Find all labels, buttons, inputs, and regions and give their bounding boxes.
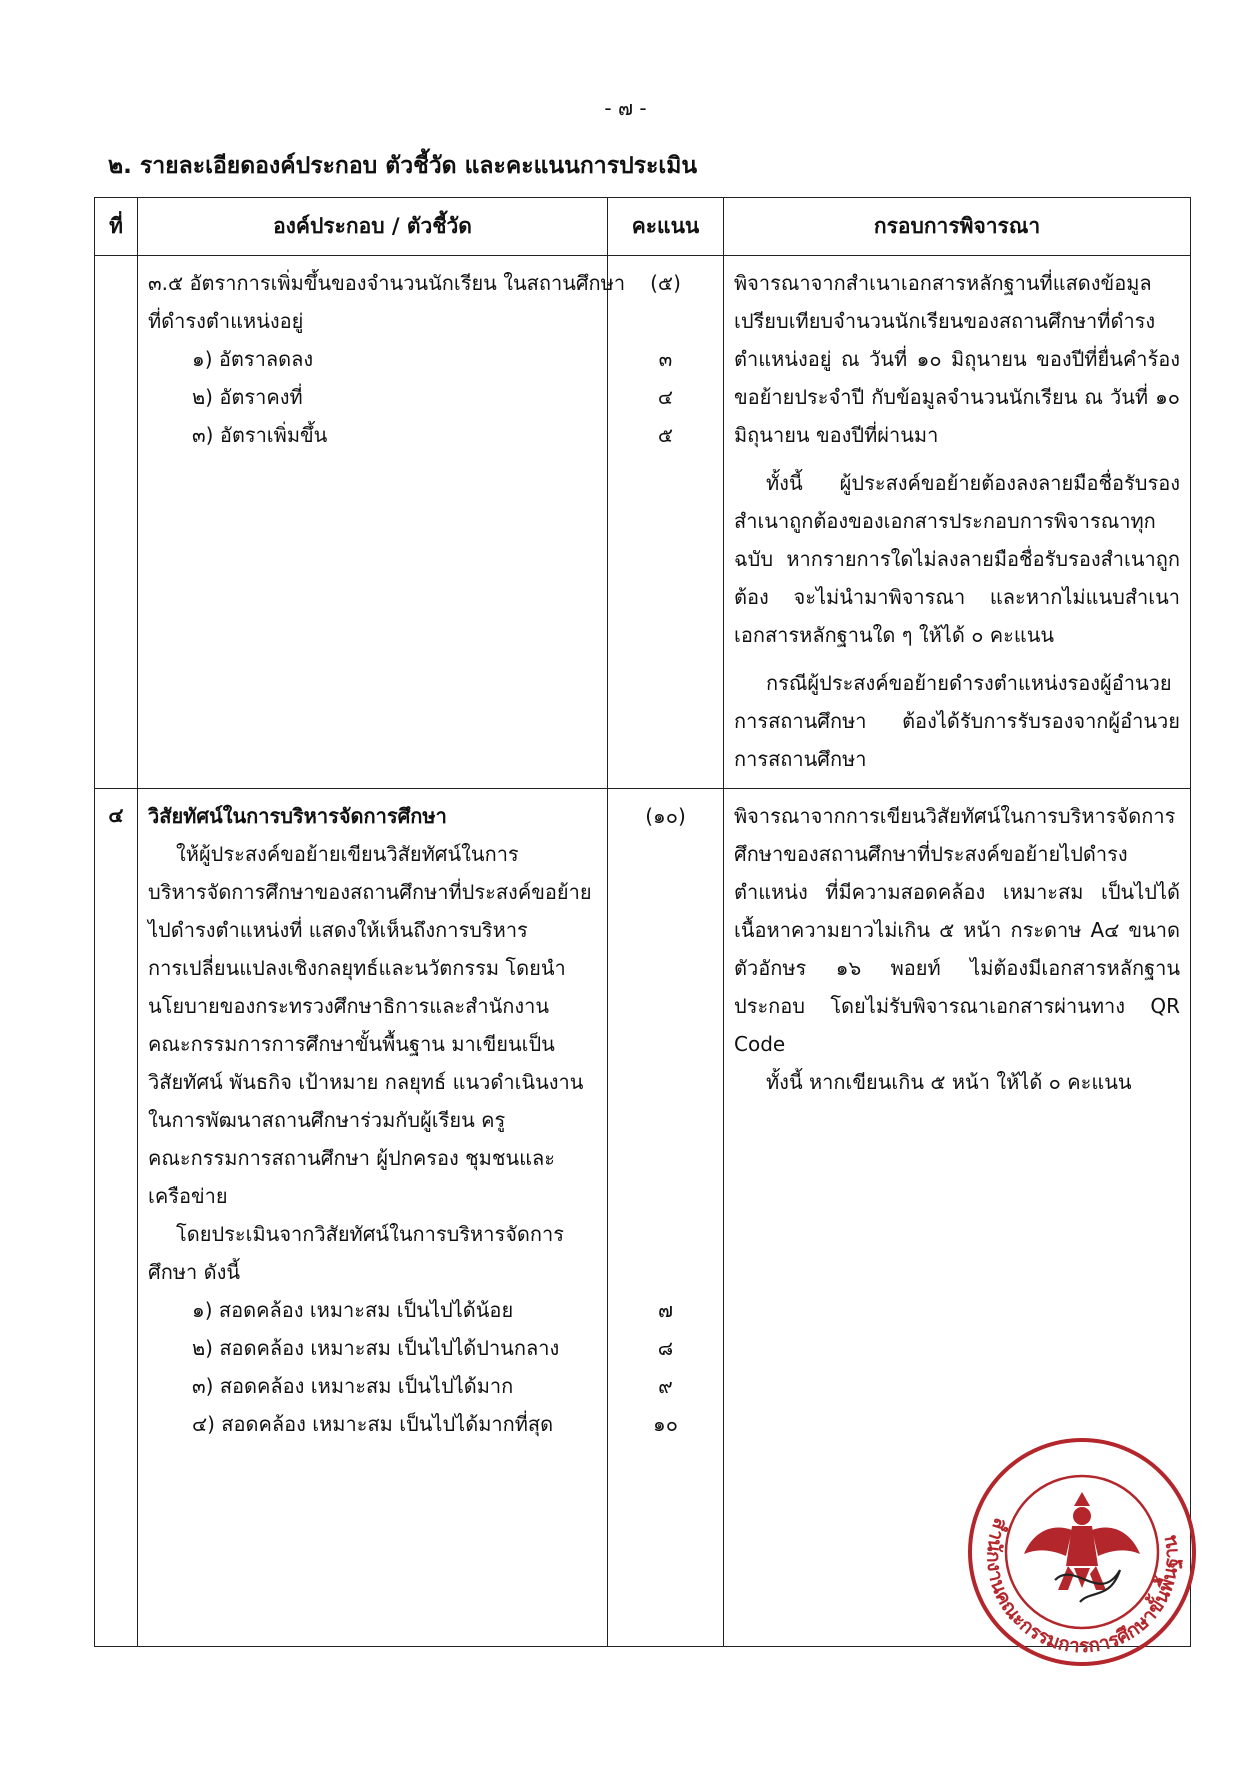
- page-number: - ๗ -: [604, 96, 647, 120]
- score-total: (๕): [650, 271, 681, 295]
- score-item: ๒) อัตราคงที่: [192, 385, 303, 409]
- section-title: ๒. รายละเอียดองค์ประกอบ ตัวชี้วัด และคะแนนการประเมิน: [108, 153, 698, 179]
- header-no: ที่: [95, 198, 138, 256]
- score-value: ๙: [658, 1374, 673, 1398]
- table-row: [95, 256, 1191, 789]
- indicator-line: คณะกรรมการสถานศึกษา ผู้ปกครอง ชุมชนและ: [148, 1146, 556, 1170]
- indicator-line: ๓.๕ อัตราการเพิ่มขึ้นของจำนวนนักเรียน ในสถานศึกษา: [148, 271, 626, 295]
- header-criteria: กรอบการพิจารณา: [724, 198, 1191, 256]
- score-value: ๘: [657, 1336, 674, 1360]
- criteria-paragraph: กรณีผู้ประสงค์ขอย้ายดำรงตำแหน่งรองผู้อำนวยการสถานศึกษา ต้องได้รับการรับรองจากผู้อำนวยการสถานศึกษา: [734, 671, 1180, 771]
- indicator-line: ไปดำรงตำแหน่งที่ แสดงให้เห็นถึงการบริหาร: [148, 918, 528, 942]
- indicator-line: ให้ผู้ประสงค์ขอย้ายเขียนวิสัยทัศน์ในการ: [176, 842, 519, 866]
- indicator-cell: [138, 789, 608, 1647]
- seal-text: สำนักงานคณะกรรมการการศึกษาขั้นพื้นฐาน: [982, 1515, 1183, 1658]
- indicator-line: นโยบายของกระทรวงศึกษาธิการและสำนักงาน: [148, 994, 550, 1018]
- indicator-line: คณะกรรมการการศึกษาขั้นพื้นฐาน มาเขียนเป็น: [148, 1032, 555, 1056]
- garuda-emblem-icon: [1024, 1492, 1140, 1590]
- indicator-line: ในการพัฒนาสถานศึกษาร่วมกับผู้เรียน ครู: [148, 1108, 506, 1132]
- row-number: [95, 256, 138, 789]
- office-seal: [960, 1430, 1205, 1675]
- criteria-paragraph: พิจารณาจากสำเนาเอกสารหลักฐานที่แสดงข้อมูล เปรียบเทียบจำนวนนักเรียนของสถานศึกษาที่ดำรงตำแหน่งอยู่ ณ วันที่ ๑๐ มิถุนายน ของปีที่ยื่นคำร้องขอย้ายประจำปี กับข้อมูลจำนวนนักเรียน ณ วันที่ ๑๐ มิถุนายน ของปีที่ผ่านมา: [734, 271, 1180, 447]
- score-value: ๑๐: [653, 1412, 678, 1436]
- score-value: ๗: [657, 1298, 674, 1322]
- criteria-paragraph: ทั้งนี้ ผู้ประสงค์ขอย้ายต้องลงลายมือชื่อรับรองสำเนาถูกต้องของเอกสารประกอบการพิจารณาทุกฉบับ หากรายการใดไม่ลงลายมือชื่อรับรองสำเนาถูกต้อง จะไม่นำมาพิจารณา และหากไม่แนบสำเนาเอกสารหลักฐานใด ๆ ให้ได้ ๐ คะแนน: [734, 471, 1180, 647]
- evaluation-line: โดยประเมินจากวิสัยทัศน์ในการบริหารจัดการ: [176, 1222, 564, 1246]
- indicator-line: การเปลี่ยนแปลงเชิงกลยุทธ์และนวัตกรรม โดยนำ: [148, 956, 566, 980]
- score-item: ๑) อัตราลดลง: [192, 347, 314, 371]
- indicator-line: วิสัยทัศน์ พันธกิจ เป้าหมาย กลยุทธ์ แนวดำเนินงาน: [148, 1070, 584, 1094]
- criteria-paragraph: พิจารณาจากการเขียนวิสัยทัศน์ในการบริหารจัดการศึกษาของสถานศึกษาที่ประสงค์ขอย้ายไปดำรงตำแหน่ง ที่มีความสอดคล้อง เหมาะสม เป็นไปได้ เนื้อหาความยาวไม่เกิน ๕ หน้า กระดาษ A๔ ขนาดตัวอักษร ๑๖ พอยท์ ไม่ต้องมีเอกสารหลักฐานประกอบ โดยไม่รับพิจารณาเอกสารผ่านทาง QR Code: [734, 804, 1180, 1056]
- score-item: ๓) สอดคล้อง เหมาะสม เป็นไปได้มาก: [192, 1374, 514, 1398]
- score-value: ๔: [657, 385, 674, 409]
- indicator-line: บริหารจัดการศึกษาของสถานศึกษาที่ประสงค์ขอย้าย: [148, 880, 592, 904]
- score-value: ๕: [657, 423, 674, 447]
- indicator-line: เครือข่าย: [148, 1184, 228, 1208]
- score-item: ๑) สอดคล้อง เหมาะสม เป็นไปได้น้อย: [192, 1298, 514, 1322]
- header-indicator: องค์ประกอบ / ตัวชี้วัด: [138, 198, 608, 256]
- indicator-line: ที่ดำรงตำแหน่งอยู่: [148, 309, 304, 333]
- table-header-row: [95, 198, 1191, 256]
- score-cell: [608, 789, 724, 1647]
- score-cell: [608, 256, 724, 789]
- score-total: (๑๐): [645, 804, 686, 828]
- header-score: คะแนน: [608, 198, 724, 256]
- score-item: ๒) สอดคล้อง เหมาะสม เป็นไปได้ปานกลาง: [192, 1336, 560, 1360]
- score-item: ๓) อัตราเพิ่มขึ้น: [192, 423, 328, 447]
- score-value: ๓: [658, 347, 673, 371]
- indicator-title: วิสัยทัศน์ในการบริหารจัดการศึกษา: [148, 804, 447, 828]
- evaluation-line: ศึกษา ดังนี้: [148, 1260, 241, 1284]
- criteria-cell: [724, 256, 1191, 789]
- criteria-paragraph: ทั้งนี้ หากเขียนเกิน ๕ หน้า ให้ได้ ๐ คะแนน: [766, 1070, 1132, 1094]
- indicator-cell: [138, 256, 626, 789]
- row-number: ๔: [95, 789, 138, 1647]
- score-item: ๔) สอดคล้อง เหมาะสม เป็นไปได้มากที่สุด: [192, 1412, 554, 1436]
